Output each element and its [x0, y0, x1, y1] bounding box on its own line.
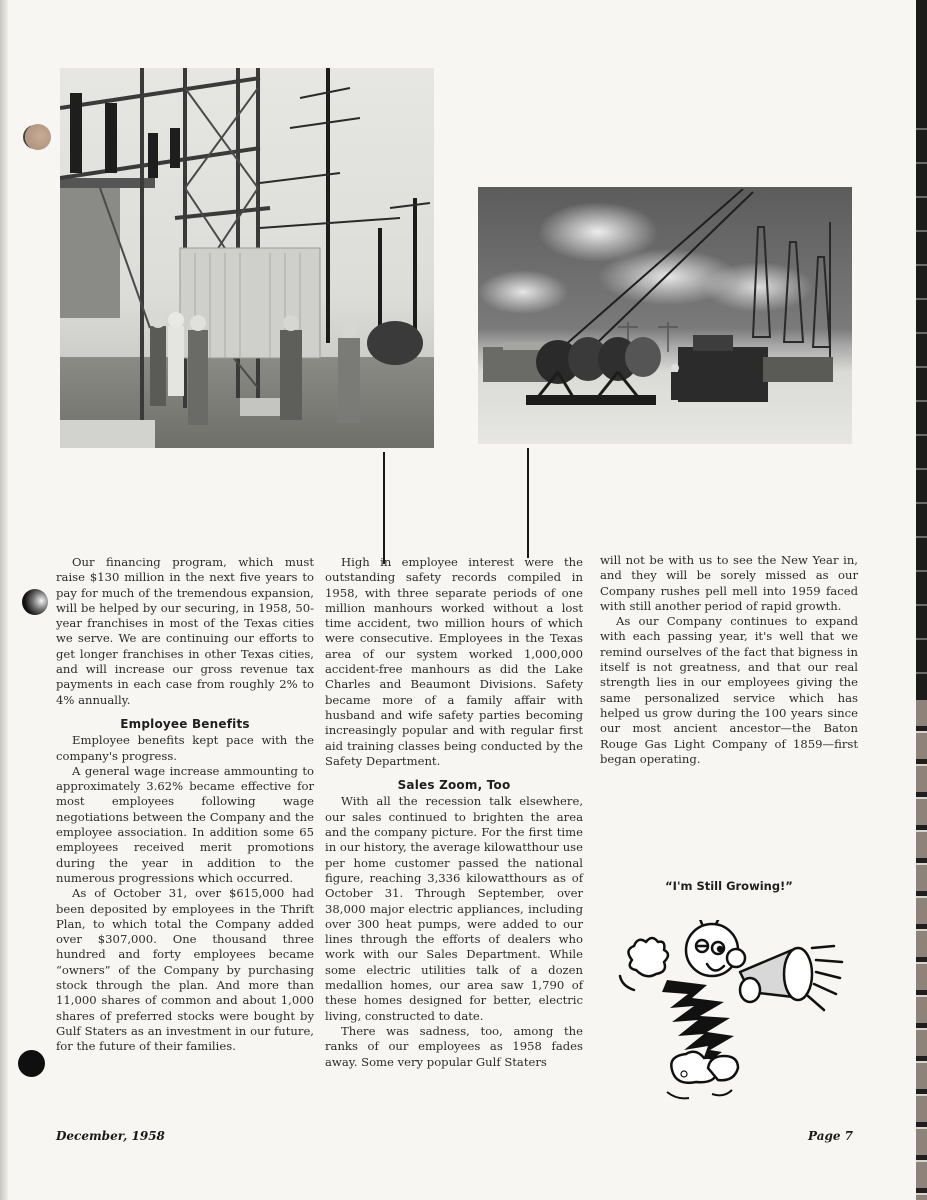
paragraph-sales: With all the recession talk elsewhere, our sales continued to brighten the area and the company picture. For the first time in our history, the average kilowatthour use per home customer passed the national figure, reaching 3,336 kilowatthours as of October 31. Through September, over 38,000 major electric appliances, including over 300 heat pumps, were added to our lines through the efforts of dealers who work with our Sales Department. While some electric utilities talk of a dozen medallion homes, our area saw 1,790 of these homes designed for better, electric living, constructed to date.	[325, 794, 583, 1023]
page-left-edge	[0, 0, 8, 1200]
paragraph-new-year: will not be with us to see the New Year in, and they will be sorely missed as our Company rushes pell mell into 1959 faced with still another period of rapid growth.	[600, 553, 858, 613]
paragraph-safety-records: High in employee interest were the outstanding safety records compiled in 1958, with three separate periods of one million manhours worked without a lost time accident, two million hours of which were consecutive. Employees in the Texas area of our system worked 1,000,000 accident-free manhours as did the Lake Charles and Beaumont Divisions. Safety became more of a family affair with husband and wife safety parties becoming increasingly popular and with regular first aid training classes being conducted by the Safety Department.	[325, 555, 583, 768]
article-column-3	[600, 553, 858, 767]
construction-site-image	[478, 187, 852, 444]
footer-date: December, 1958	[56, 1129, 165, 1143]
spiral-binding-lower	[916, 700, 927, 1200]
footer-page-number: Page 7	[808, 1129, 854, 1143]
punch-hole-bottom	[18, 1050, 45, 1077]
lightning-mascot-illustration	[612, 920, 852, 1120]
paragraph-sadness: There was sadness, too, among the ranks of our employees as 1958 fades away. Some very popular Gulf Staters	[325, 1023, 583, 1069]
paragraph-benefits-intro: Employee benefits kept pace with the company's progress.	[56, 733, 314, 763]
photo-connector-line-right	[527, 448, 529, 558]
article-column-1	[56, 555, 314, 1055]
photo-cable-reels	[478, 187, 852, 444]
section-heading-sales-zoom: Sales Zoom, Too	[397, 778, 511, 793]
paragraph-thrift-plan: As of October 31, over $615,000 had been deposited by employees in the Thrift Plan, to which total the Company added over $307,000. One thousand three hundred and forty employees became “owners” of the Company by purchasing stock through the plan. And more than 11,000 shares of common and about 1,000 shares of preferred stocks were bought by Gulf Staters as an investment in our future, for the future of their families.	[56, 886, 314, 1054]
paragraph-financing: Our financing program, which must raise $130 million in the next five years to pay for much of the tremendous expansion, will be helped by our securing, in 1958, 50-year franchises in most of the Texas cities we serve. We are continuing our efforts to get longer franchises in other Texas cities, and will increase our gross revenue tax payments in each case from roughly 2% to 4% annually.	[56, 555, 314, 707]
photo-connector-line-left	[383, 452, 385, 564]
paragraph-wage-increase: A general wage increase ammounting to approximately 3.62% became effective for most employees following wage negotiations between the Company and the employee association. In addition some 65 employees received merit promotions during the year in addition to the numerous progressions which occurred.	[56, 763, 314, 885]
article-column-2	[325, 555, 583, 1070]
paragraph-company-expand: As our Company continues to expand with each passing year, it's well that we remind ourselves of the fact that bigness in itself is not greatness, and that our real strength lies in our employees giving the same personalized service which has helped us grow during the 100 years since our most ancient ancestor—the Baton Rouge Gas Light Company of 1859—first began operating.	[600, 614, 858, 766]
punch-hole-middle	[22, 589, 48, 615]
photo-substation-crew	[60, 68, 434, 448]
illustration-caption: “I'm Still Growing!”	[665, 879, 793, 893]
punch-hole-top	[25, 124, 51, 150]
section-heading-employee-benefits: Employee Benefits	[120, 716, 250, 731]
substation-image	[60, 68, 434, 448]
